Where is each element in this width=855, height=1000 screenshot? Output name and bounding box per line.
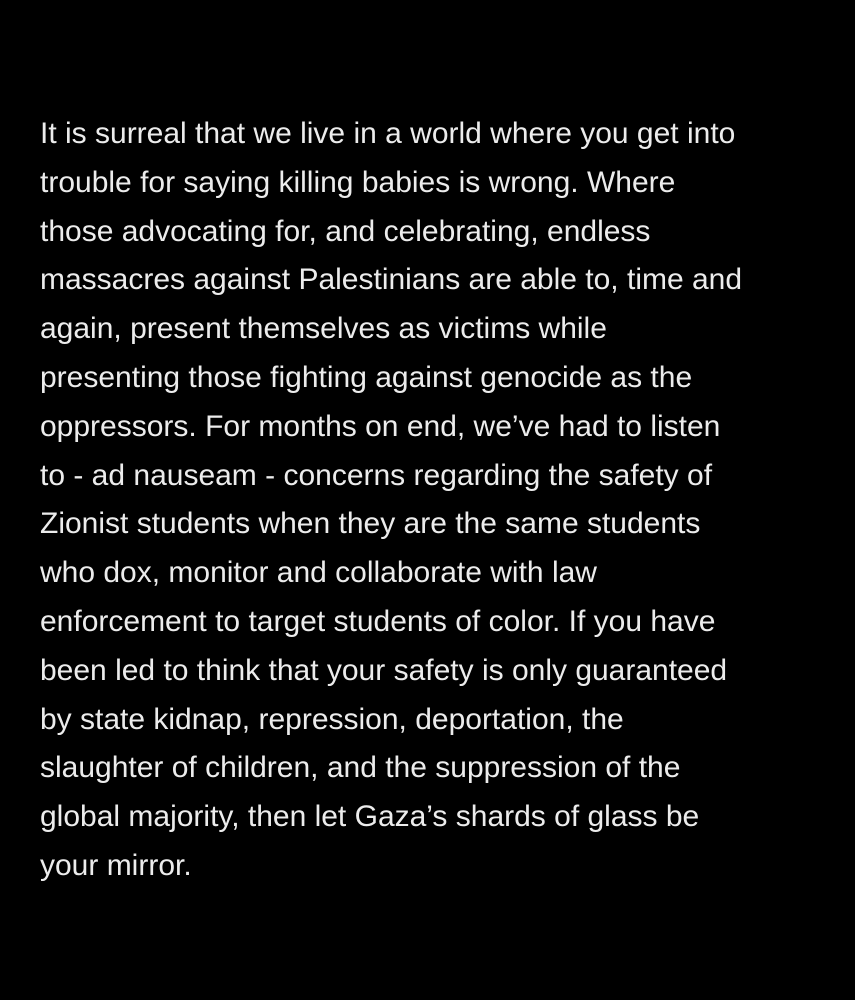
- text-line: oppressors. For months on end, we’ve had to listen: [40, 409, 721, 443]
- text-line: been led to think that your safety is only guaranteed: [40, 653, 728, 687]
- text-line: again, present themselves as victims while: [40, 312, 607, 346]
- text-line: slaughter of children, and the suppression of the: [40, 751, 681, 785]
- text-line: massacres against Palestinians are able to, time and: [40, 263, 743, 297]
- text-line: by state kidnap, repression, deportation, the: [40, 702, 624, 736]
- text-line: to - ad nauseam - concerns regarding the safety of: [40, 458, 713, 492]
- text-line: who dox, monitor and collaborate with law: [40, 556, 597, 590]
- text-line: your mirror.: [40, 848, 192, 882]
- text-line: those advocating for, and celebrating, endless: [40, 214, 651, 248]
- text-line: presenting those fighting against genocide as the: [40, 360, 693, 394]
- note-text-body: [40, 110, 830, 891]
- text-line: global majority, then let Gaza’s shards of glass be: [40, 800, 700, 834]
- text-line: trouble for saying killing babies is wrong. Where: [40, 165, 676, 199]
- text-line: It is surreal that we live in a world where you get into: [40, 117, 736, 150]
- text-line: enforcement to target students of color. If you have: [40, 604, 716, 638]
- text-line: Zionist students when they are the same students: [40, 507, 701, 541]
